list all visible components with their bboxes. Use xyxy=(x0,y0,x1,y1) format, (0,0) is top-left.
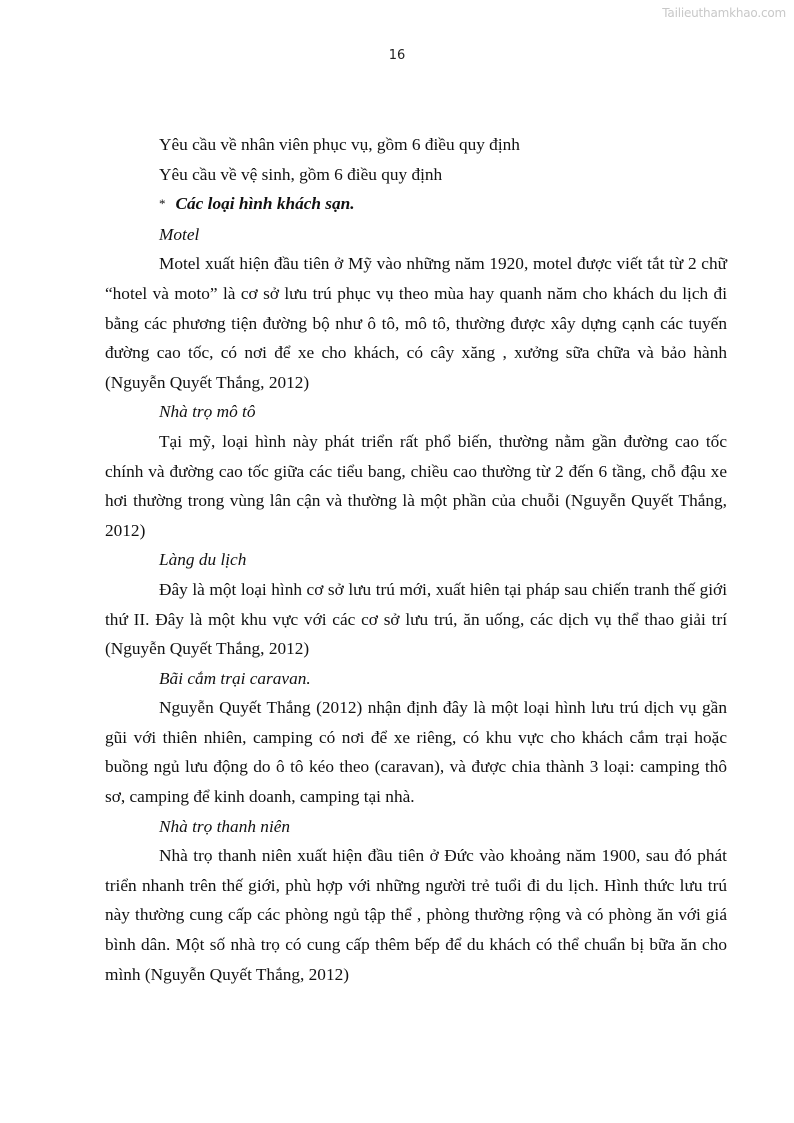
subsection-heading-youth-hostel: Nhà trọ thanh niên xyxy=(159,816,291,836)
section-title: Các loại hình khách sạn. xyxy=(175,194,355,214)
section-heading xyxy=(105,189,727,220)
subsection-heading-motel: Motel xyxy=(159,224,200,244)
bullet-asterisk-icon: * xyxy=(159,196,166,212)
watermark: Tailieuthamkhao.com xyxy=(662,6,786,20)
subsection-heading-motor-inn: Nhà trọ mô tô xyxy=(159,402,256,422)
requirement-staff: Yêu cầu về nhân viên phục vụ, gồm 6 điều quy định xyxy=(159,135,520,154)
requirement-hygiene: Yêu cầu về vệ sinh, gồm 6 điều quy định xyxy=(159,164,443,184)
paragraph-tourist-village: Đây là một loại hình cơ sở lưu trú mới, xuất hiên tại pháp sau chiến tranh thế giới thứ II. Đây là một khu vực với các cơ sở lưu trú, ăn uống, các dịch vụ thể thao giải trí (Nguyễn Quyết Thắng, 2012) xyxy=(105,579,727,659)
page-number: 16 xyxy=(388,48,406,63)
subsection-heading-tourist-village: Làng du lịch xyxy=(159,550,247,570)
paragraph-motor-inn: Tại mỹ, loại hình này phát triển rất phổ biến, thường nằm gần đường cao tốc chính và đường cao tốc giữa các tiểu bang, chiều cao thường từ 2 đến 6 tầng, chỗ đậu xe hơi thường trong vùng lân cận và thường là một phần của chuỗi (Nguyễn Quyết Thắng, 2012) xyxy=(105,431,727,540)
document-body xyxy=(105,130,727,989)
paragraph-youth-hostel: Nhà trọ thanh niên xuất hiện đầu tiên ở Đức vào khoảng năm 1900, sau đó phát triển nhanh trên thế giới, phù hợp với những người trẻ tuổi đi du lịch. Hình thức lưu trú này thường cung cấp các phòng ngủ tập thể , phòng thường rộng và có phòng ăn với giá bình dân. Một số nhà trọ có cung cấp thêm bếp để du khách có thể chuẩn bị bữa ăn cho mình (Nguyễn Quyết Thắng, 2012) xyxy=(105,846,727,984)
paragraph-motel: Motel xuất hiện đầu tiên ở Mỹ vào những năm 1920, motel được viết tắt từ 2 chữ “hotel và moto” là cơ sở lưu trú phục vụ theo mùa hay quanh năm cho khách du lịch đi bằng các phương tiện đường bộ như ô tô, mô tô, thường được xây dựng cạnh các tuyến đường cao tốc, có nơi để xe cho khách, có cây xăng , xưởng sữa chữa và bảo hành (Nguyễn Quyết Thắng, 2012) xyxy=(105,254,727,392)
paragraph-caravan-camp: Nguyễn Quyết Thắng (2012) nhận định đây là một loại hình lưu trú dịch vụ gần gũi với thiên nhiên, camping có nơi để xe riêng, có khu vực cho khách cắm trại hoặc buồng ngủ lưu động do ô tô kéo theo (caravan), và được chia thành 3 loại: camping thô sơ, camping để kinh doanh, camping tại nhà. xyxy=(105,698,727,807)
subsection-heading-caravan-camp: Bãi cắm trại caravan. xyxy=(159,668,311,688)
